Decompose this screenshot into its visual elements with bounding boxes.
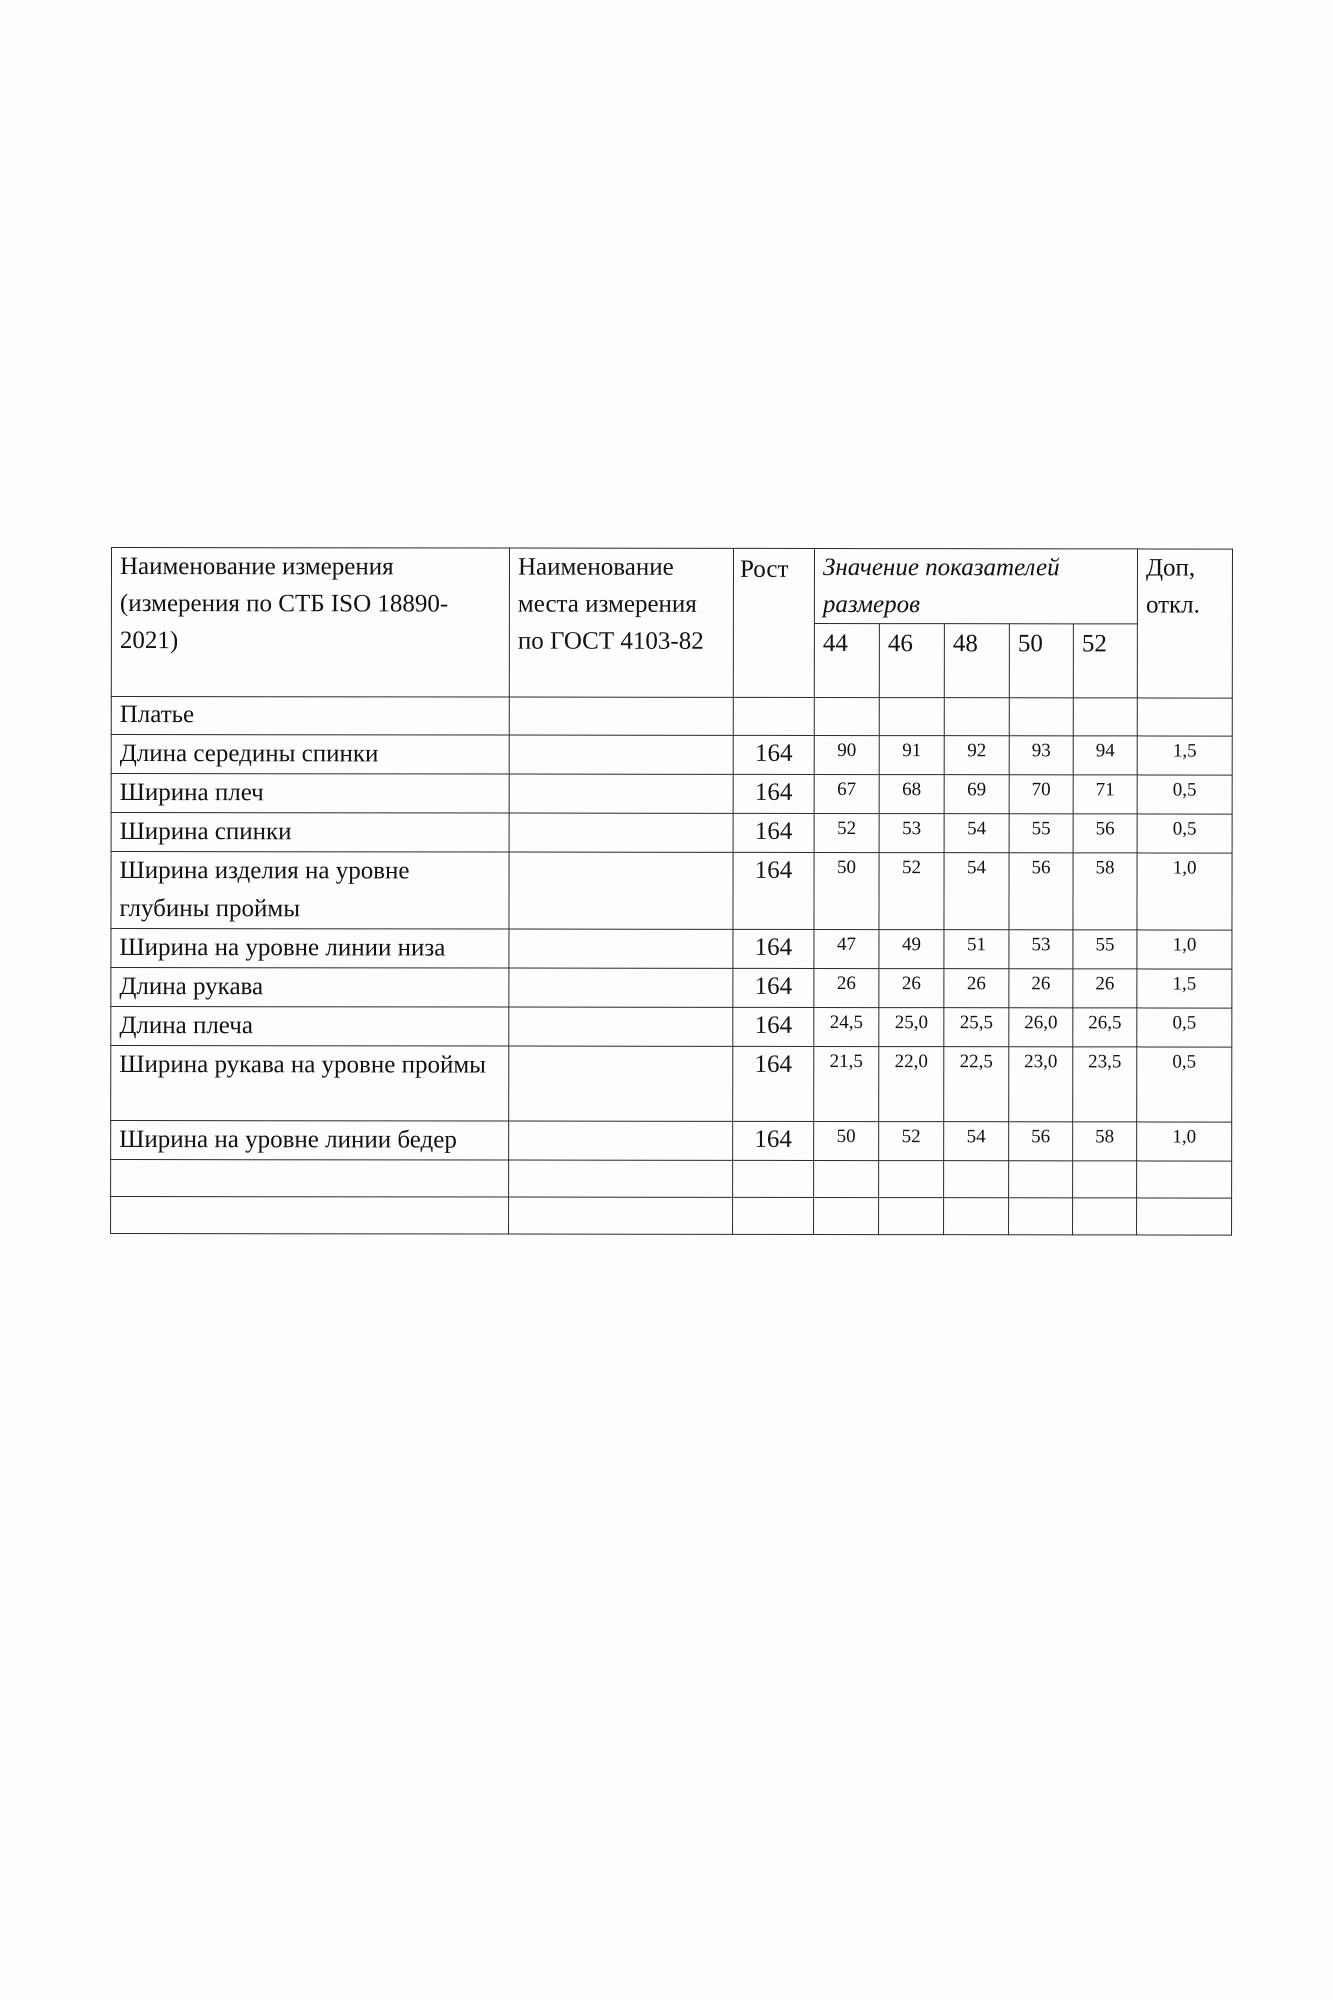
measurement-name-cell: Длина середины спинки — [111, 735, 509, 775]
height-cell: 164 — [733, 774, 814, 813]
size-value-cell: 22,0 — [879, 1047, 944, 1122]
size-value-cell: 21,5 — [814, 1046, 879, 1121]
tolerance-cell: 1,0 — [1137, 1122, 1232, 1161]
header-measurement-name: Наименование измерения (измерения по СТБ ISO 18890-2021) — [111, 548, 509, 698]
header-size: 48 — [944, 624, 1009, 698]
size-value-cell: 56 — [1009, 1122, 1073, 1161]
height-cell: 164 — [733, 1046, 814, 1121]
section-label: Платье — [111, 697, 509, 736]
measurement-name-cell: Длина рукава — [111, 968, 509, 1008]
header-tolerance: Доп, откл. — [1137, 549, 1232, 698]
size-measurement-table — [110, 547, 1233, 1236]
size-value-cell: 50 — [814, 852, 879, 929]
size-value-cell: 54 — [944, 814, 1009, 853]
table-row — [111, 813, 1232, 854]
size-value-cell: 25,0 — [879, 1008, 944, 1047]
header-size: 52 — [1073, 624, 1137, 698]
size-value-cell: 26 — [814, 968, 879, 1007]
table-row — [111, 929, 1232, 970]
size-value-cell: 53 — [879, 814, 944, 853]
tolerance-cell: 1,5 — [1137, 736, 1232, 775]
size-value-cell: 23,0 — [1009, 1047, 1073, 1122]
table-row — [111, 735, 1232, 776]
size-value-cell: 25,5 — [944, 1008, 1009, 1047]
size-value-cell: 26 — [879, 969, 944, 1008]
size-value-cell: 67 — [814, 774, 879, 813]
measurement-place-cell — [509, 1046, 733, 1121]
size-value-cell: 54 — [944, 1122, 1009, 1161]
height-cell: 164 — [733, 968, 814, 1007]
size-value-cell: 52 — [879, 1122, 944, 1161]
tolerance-cell: 0,5 — [1137, 1047, 1232, 1122]
size-value-cell: 70 — [1009, 775, 1073, 814]
size-value-cell: 68 — [879, 775, 944, 814]
measurement-place-cell — [509, 735, 733, 774]
measurement-name-cell: Ширина рукава на уровне проймы — [111, 1046, 509, 1122]
measurement-name-cell: Длина плеча — [111, 1007, 509, 1047]
size-value-cell: 26 — [1009, 969, 1073, 1008]
header-height: Рост — [733, 548, 814, 697]
size-value-cell: 69 — [944, 775, 1009, 814]
tolerance-cell: 1,0 — [1137, 930, 1232, 969]
size-value-cell: 56 — [1073, 814, 1137, 853]
measurement-place-cell — [509, 774, 733, 813]
size-value-cell: 55 — [1009, 814, 1073, 853]
tolerance-cell: 0,5 — [1137, 775, 1232, 814]
tolerance-cell: 0,5 — [1137, 814, 1232, 853]
header-size: 44 — [814, 623, 879, 697]
size-value-cell: 26 — [944, 969, 1009, 1008]
measurement-place-cell — [509, 1121, 733, 1160]
size-value-cell: 93 — [1009, 736, 1073, 775]
size-value-cell: 56 — [1009, 853, 1073, 930]
size-value-cell: 50 — [814, 1121, 879, 1160]
table-row — [111, 1121, 1232, 1162]
size-value-cell: 55 — [1073, 930, 1137, 969]
tolerance-cell: 0,5 — [1137, 1008, 1232, 1047]
height-cell: 164 — [733, 929, 814, 968]
size-value-cell: 54 — [944, 853, 1009, 930]
table-row — [111, 1007, 1232, 1048]
height-cell: 164 — [733, 1007, 814, 1046]
section-row — [111, 697, 1232, 737]
measurement-place-cell — [509, 968, 733, 1007]
height-cell: 164 — [733, 735, 814, 774]
measurement-place-cell — [509, 1007, 733, 1046]
size-value-cell: 71 — [1073, 775, 1137, 814]
size-value-cell: 49 — [879, 930, 944, 969]
height-cell: 164 — [733, 852, 814, 929]
size-value-cell: 23,5 — [1073, 1047, 1137, 1122]
size-value-cell: 47 — [814, 929, 879, 968]
height-cell: 164 — [733, 813, 814, 852]
size-value-cell: 26,0 — [1009, 1008, 1073, 1047]
size-value-cell: 53 — [1009, 930, 1073, 969]
table-row — [111, 774, 1232, 815]
table-row — [111, 1046, 1232, 1123]
measurement-place-cell — [509, 929, 733, 968]
size-value-cell: 58 — [1073, 1122, 1137, 1161]
table-row — [111, 968, 1232, 1009]
empty-row — [111, 1197, 1232, 1236]
header-size: 50 — [1009, 624, 1073, 698]
size-value-cell: 52 — [814, 813, 879, 852]
table-body — [111, 735, 1233, 1162]
size-value-cell: 91 — [879, 736, 944, 775]
tolerance-cell: 1,0 — [1137, 853, 1232, 930]
measurement-name-cell: Ширина на уровне линии низа — [111, 929, 509, 969]
measurement-place-cell — [509, 813, 733, 852]
size-value-cell: 58 — [1073, 853, 1137, 930]
tolerance-cell: 1,5 — [1137, 969, 1232, 1008]
height-cell: 164 — [733, 1121, 814, 1160]
size-value-cell: 51 — [944, 930, 1009, 969]
header-size-values: Значение показателей размеров — [814, 548, 1137, 623]
size-value-cell: 24,5 — [814, 1007, 879, 1046]
size-value-cell: 90 — [814, 735, 879, 774]
size-value-cell: 52 — [879, 853, 944, 930]
header-measurement-place: Наименование места измерения по ГОСТ 4103-82 — [509, 548, 733, 697]
measurement-name-cell: Ширина спинки — [111, 813, 509, 853]
empty-row — [111, 1160, 1232, 1199]
size-value-cell: 22,5 — [944, 1047, 1009, 1122]
size-value-cell: 26 — [1073, 969, 1137, 1008]
header-size: 46 — [879, 624, 944, 698]
size-value-cell: 94 — [1073, 736, 1137, 775]
measurement-name-cell: Ширина изделия на уровне глубины проймы — [111, 852, 509, 930]
measurement-name-cell: Ширина плеч — [111, 774, 509, 814]
table-row — [111, 852, 1232, 931]
size-value-cell: 26,5 — [1073, 1008, 1137, 1047]
measurement-name-cell: Ширина на уровне линии бедер — [111, 1121, 509, 1161]
size-value-cell: 92 — [944, 736, 1009, 775]
measurement-place-cell — [509, 852, 733, 929]
